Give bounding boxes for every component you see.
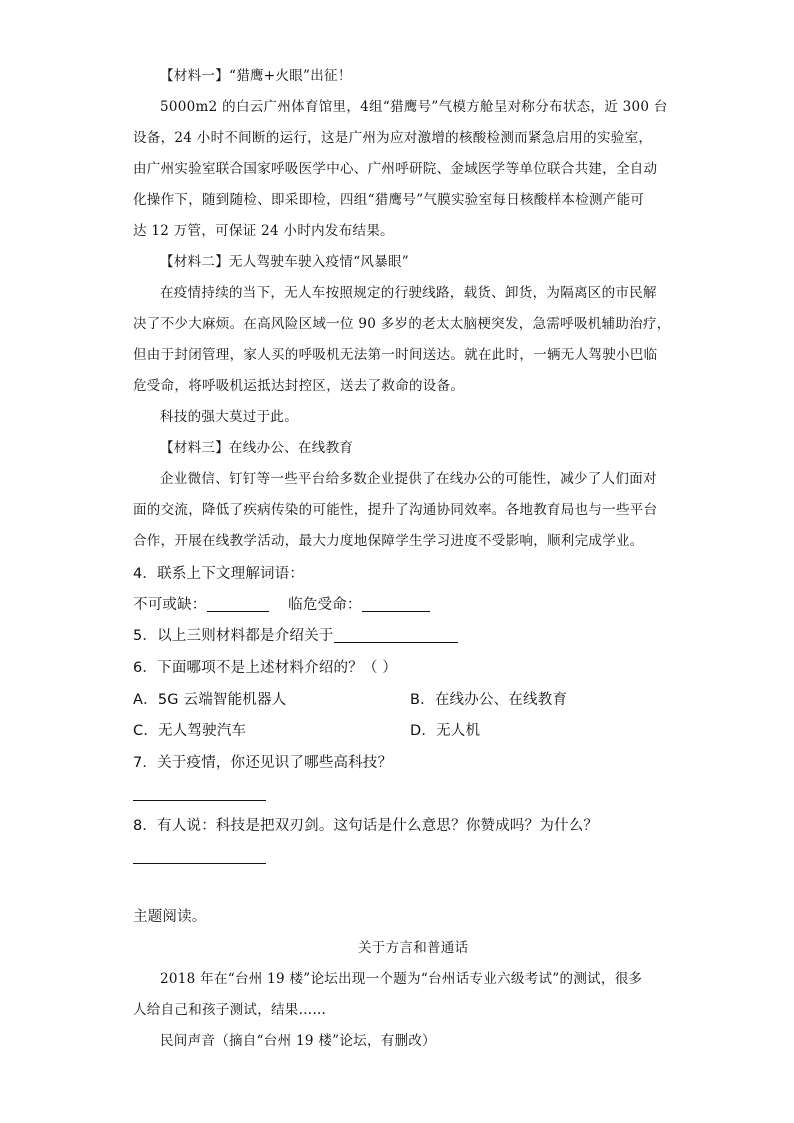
question-5	[133, 626, 458, 646]
material1-line-4: 化操作下，随到随检、即采即检，四组“猎鹰号”气膜实验室每日核酸样本检测产能可	[133, 192, 645, 208]
section-label: 主题阅读。	[133, 909, 207, 925]
material2-line-4: 危受命，将呼吸机运抵达封控区，送去了救命的设备。	[133, 378, 465, 394]
article-source: 民间声音（摘自“台州 19 楼”论坛，有删改）	[160, 1033, 436, 1049]
material1-line-3: 由广州实验室联合国家呼吸医学中心、广州呼研院、金域医学等单位联合共建，全自动	[133, 161, 658, 177]
answer-blank-3[interactable]	[334, 628, 458, 643]
material3-line-1: 企业微信、钉钉等一些平台给多数企业提供了在线办公的可能性，减少了人们面对	[160, 471, 657, 487]
material1-line-2: 设备，24 小时不间断的运行，这是广州为应对激增的核酸检测而紧急启用的实验室，	[133, 130, 653, 146]
material3-heading: 【材料三】在线办公、在线教育	[160, 440, 354, 456]
material2-line-2: 决了不少大麻烦。在高风险区域一位 90 多岁的老太太脑梗突发，急需呼吸机辅助治疗，	[133, 316, 671, 332]
option-c[interactable]: C．无人驾驶汽车	[133, 723, 247, 739]
question-4-answers	[133, 595, 430, 615]
question-6-stem: 6．下面哪项不是上述材料介绍的？（ ）	[133, 660, 398, 676]
material1-line-5: 达 12 万管，可保证 24 小时内发布结果。	[133, 223, 394, 239]
material2-line-3: 但由于封闭管理，家人买的呼吸机无法第一时间送达。就在此时，一辆无人驾驶小巴临	[133, 347, 658, 363]
option-d[interactable]: D．无人机	[410, 723, 481, 739]
article-line-1: 2018 年在“台州 19 楼”论坛出现一个题为“台州话专业六级考试”的测试，很多	[160, 971, 643, 987]
article-title: 关于方言和普通话	[358, 940, 469, 956]
material1-heading: 【材料一】“猎鹰+火眼”出征！	[160, 68, 352, 84]
material2-heading: 【材料二】无人驾驶车驶入疫情“风暴眼”	[160, 254, 410, 270]
answer-line-q8[interactable]	[133, 863, 266, 864]
material3-line-2: 面的交流，降低了疾病传染的可能性，提升了沟通协同效率。各地教育局也与一些平台	[133, 502, 658, 518]
answer-line-q7[interactable]	[133, 800, 266, 801]
word-2-label: 临危受命：	[288, 597, 362, 613]
word-1-label: 不可或缺：	[133, 597, 207, 613]
answer-blank-1[interactable]	[207, 597, 269, 612]
material2-line-1: 在疫情持续的当下，无人车按照规定的行驶线路，载货、卸货，为隔离区的市民解	[160, 285, 657, 301]
answer-blank-2[interactable]	[362, 597, 430, 612]
material3-line-3: 合作，开展在线教学活动，最大力度地保障学生学习进度不受影响，顺利完成学业。	[133, 533, 644, 549]
question-4-stem: 4．联系上下文理解词语：	[133, 566, 305, 582]
question-5-stem: 5．以上三则材料都是介绍关于	[133, 628, 334, 644]
option-b[interactable]: B．在线办公、在线教育	[410, 692, 568, 708]
question-8-stem: 8．有人说：科技是把双刃剑。这句话是什么意思？你赞成吗？为什么？	[133, 818, 599, 834]
material1-line-1: 5000m2 的白云广州体育馆里，4组“猎鹰号”气模方舱呈对称分布状态，近 300 台	[160, 99, 668, 115]
question-7-stem: 7．关于疫情，你还见识了哪些高科技？	[133, 755, 393, 771]
material2-closing: 科技的强大莫过于此。	[160, 409, 298, 425]
option-a[interactable]: A．5G 云端智能机器人	[133, 692, 287, 708]
article-line-2: 人给自己和孩子测试，结果……	[133, 1002, 327, 1018]
